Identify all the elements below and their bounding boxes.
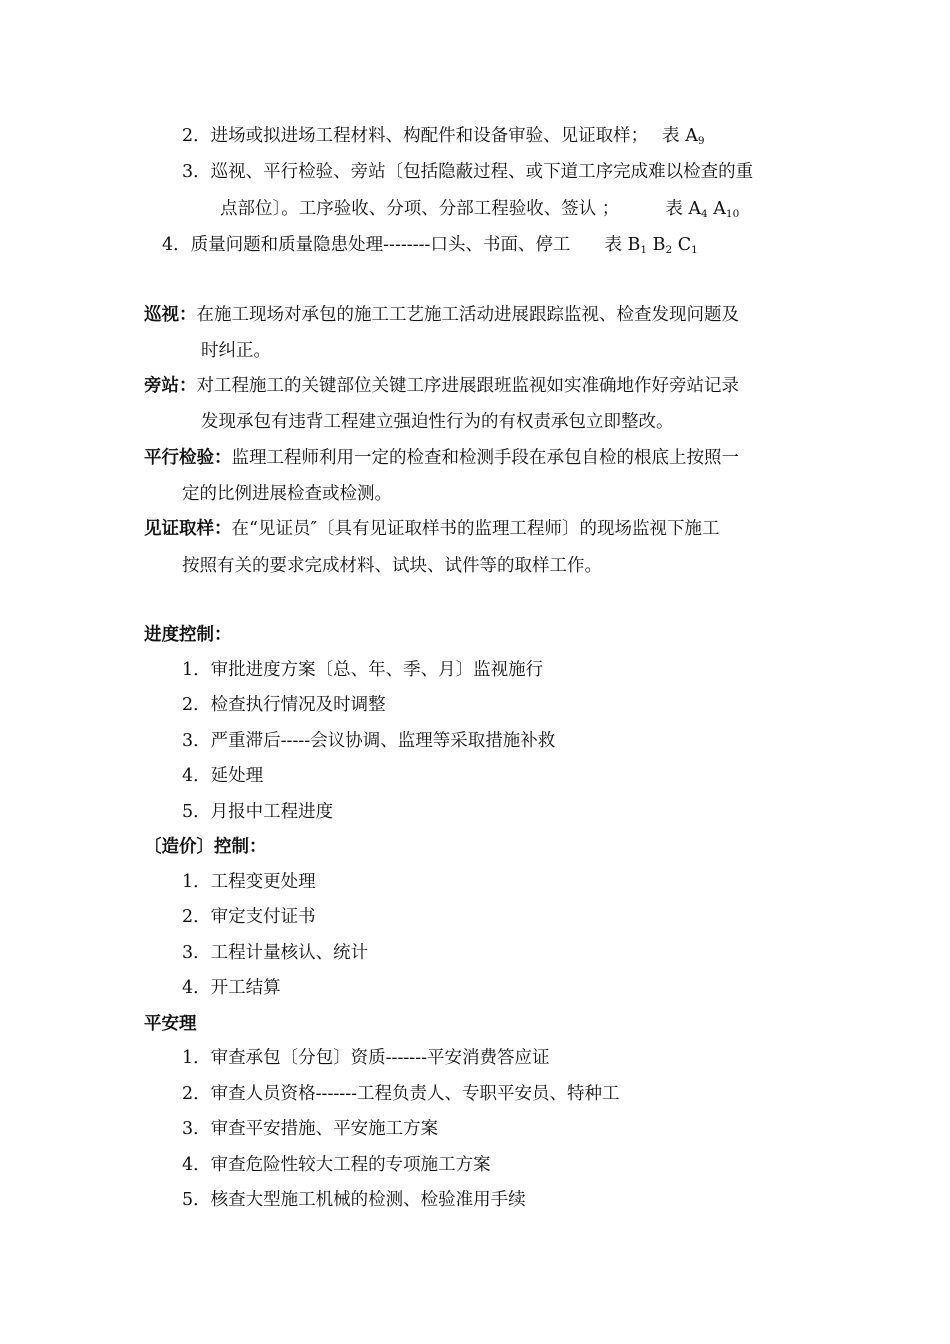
- definition-witness: [144, 521, 719, 539]
- definition-patrol-term: 巡视：: [144, 305, 197, 325]
- definition-parallel-term: 平行检验：: [144, 448, 232, 468]
- quality-item-4-sub-c: 1: [691, 244, 698, 257]
- quality-item-3-text: 3．巡视、平行检验、旁站〔包括隐蔽过程、或下道工序完成难以检查的重: [182, 162, 754, 182]
- quality-item-4-sub-b2: 2: [665, 244, 673, 257]
- quality-item-3-sub-a: 4: [701, 208, 708, 221]
- safety-heading: 平安理: [144, 1014, 197, 1034]
- quality-item-4-text: 4．质量问题和质量隐患处理--------口头、书面、停工: [162, 235, 571, 255]
- progress-item-2: 2．检查执行情况及时调整: [182, 695, 386, 715]
- safety-item-2: 2．审查人员资格-------工程负责人、专职平安员、特种工: [182, 1084, 620, 1104]
- quality-item-2: [182, 128, 705, 147]
- progress-item-4: 4．延处理: [182, 766, 264, 786]
- definition-witness-line2: 按照有关的要求完成材料、试块、试件等的取样工作。: [182, 556, 602, 576]
- cost-item-2: 2．审定支付证书: [182, 907, 316, 927]
- definition-sideline-line1: 对工程施工的关键部位关键工序进展跟班监视如实准确地作好旁站记录: [196, 376, 739, 396]
- quality-item-4-ref: 表 B: [604, 235, 641, 255]
- quality-item-3-sub-b: 10: [725, 208, 740, 221]
- definition-parallel-line2: 定的比例进展检查或检测。: [182, 484, 392, 504]
- definition-witness-line1: 在“见证员″〔具有见证取样书的监理工程师〕的现场监视下施工: [231, 519, 720, 539]
- progress-item-3: 3．严重滞后-----会议协调、监理等采取措施补救: [182, 731, 556, 751]
- progress-heading: 进度控制：: [144, 625, 232, 645]
- quality-item-4: 4．质量问题和质量隐患处理--------口头、书面、停工 表 $B_1$ $B_2$ $C_1$: [162, 235, 698, 257]
- cost-heading: 〔造价〕控制：: [144, 837, 267, 857]
- definition-patrol-line1: 在施工现场对承包的施工工艺施工活动进展跟踪监视、检查发现问题及: [196, 305, 739, 325]
- progress-item-1: 1．审批进度方案〔总、年、季、月〕监视施行: [182, 660, 544, 680]
- safety-item-1: 1．审查承包〔分包〕资质-------平安消费答应证: [182, 1048, 550, 1068]
- definition-patrol: [144, 307, 739, 325]
- definition-sideline-line2: 发现承包有违背工程建立强迫性行为的有权责承包立即整改。: [201, 412, 674, 432]
- quality-item-3: [182, 164, 753, 182]
- definition-parallel: [144, 450, 739, 468]
- quality-item-3-cont-text: 点部位〕。工序验收、分项、分部工程验收、签认 ；: [220, 199, 620, 219]
- definition-witness-term: 见证取样：: [144, 519, 232, 539]
- definition-sideline: [144, 378, 739, 396]
- cost-item-4: 4．开工结算: [182, 978, 281, 998]
- quality-item-2-sub: 9: [697, 135, 705, 148]
- quality-item-4-sub-b: 1: [640, 244, 648, 257]
- quality-item-2-text: 2．进场或拟进场工程材料、构配件和设备审验、见证取样；: [182, 126, 649, 146]
- definition-sideline-term: 旁站：: [144, 376, 197, 396]
- quality-item-2-ref: 表 A: [662, 126, 698, 146]
- definition-patrol-line2: 时纠正。: [201, 341, 271, 361]
- safety-item-4: 4．审查危险性较大工程的专项施工方案: [182, 1155, 491, 1175]
- safety-item-5: 5．核查大型施工机械的检测、检验准用手续: [182, 1190, 526, 1210]
- cost-item-1: 1．工程变更处理: [182, 872, 316, 892]
- cost-item-3: 3．工程计量核认、统计: [182, 943, 369, 963]
- quality-item-3-continued: 点部位〕。工序验收、分项、分部工程验收、签认 ； 表 $A_4$ $A_{10}$: [220, 199, 740, 221]
- quality-item-3-ref: 表 A: [665, 199, 702, 219]
- progress-item-5: 5．月报中工程进度: [182, 802, 334, 822]
- definition-parallel-line1: 监理工程师利用一定的检查和检测手段在承包自检的根底上按照一: [231, 448, 739, 468]
- safety-item-3: 3．审查平安措施、平安施工方案: [182, 1119, 439, 1139]
